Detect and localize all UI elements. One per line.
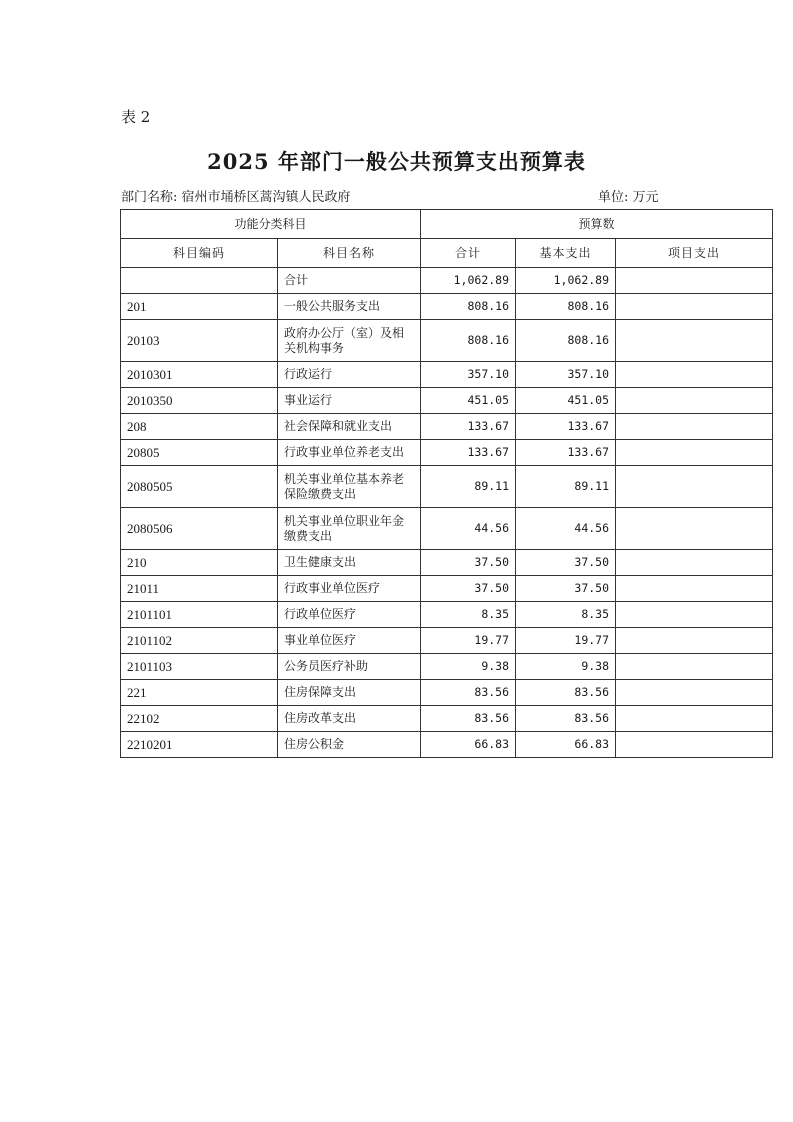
subject-name-cell: 住房公积金: [278, 732, 421, 758]
subject-code-cell: 20805: [121, 440, 278, 466]
basic-expenditure-cell: 37.50: [516, 576, 616, 602]
total-cell: 133.67: [421, 414, 516, 440]
department-name: 部门名称: 宿州市埇桥区蒿沟镇人民政府: [121, 190, 351, 205]
project-expenditure-cell: [616, 680, 773, 706]
header-subject-code: 科目编码: [121, 239, 278, 268]
project-expenditure-cell: [616, 440, 773, 466]
table-row: [121, 414, 773, 440]
basic-expenditure-cell: 37.50: [516, 550, 616, 576]
basic-expenditure-cell: 808.16: [516, 294, 616, 320]
subject-code-cell: 2080505: [121, 466, 278, 508]
total-cell: 9.38: [421, 654, 516, 680]
subject-code-cell: 2080506: [121, 508, 278, 550]
header-total: 合计: [421, 239, 516, 268]
subject-code-cell: 2210201: [121, 732, 278, 758]
subject-code-cell: 22102: [121, 706, 278, 732]
total-cell: 37.50: [421, 550, 516, 576]
project-expenditure-cell: [616, 602, 773, 628]
table-row: [121, 268, 773, 294]
project-expenditure-cell: [616, 576, 773, 602]
project-expenditure-cell: [616, 550, 773, 576]
table-row: [121, 388, 773, 414]
table-row: [121, 362, 773, 388]
table-body: [121, 268, 773, 758]
subject-code-cell: 210: [121, 550, 278, 576]
header-budget-amount: 预算数: [421, 210, 773, 239]
basic-expenditure-cell: 357.10: [516, 362, 616, 388]
subject-code-cell: 20103: [121, 320, 278, 362]
total-cell: 451.05: [421, 388, 516, 414]
subject-name-cell: 合计: [278, 268, 421, 294]
table-row: [121, 576, 773, 602]
header-project-expenditure: 项目支出: [616, 239, 773, 268]
project-expenditure-cell: [616, 628, 773, 654]
project-expenditure-cell: [616, 388, 773, 414]
table-row: [121, 628, 773, 654]
total-cell: 357.10: [421, 362, 516, 388]
subject-code-cell: 201: [121, 294, 278, 320]
subject-name-cell: 行政事业单位养老支出: [278, 440, 421, 466]
project-expenditure-cell: [616, 268, 773, 294]
table-row: [121, 440, 773, 466]
basic-expenditure-cell: 133.67: [516, 414, 616, 440]
subject-name-cell: 社会保障和就业支出: [278, 414, 421, 440]
table-row: [121, 320, 773, 362]
budget-table: [120, 209, 773, 758]
basic-expenditure-cell: 133.67: [516, 440, 616, 466]
project-expenditure-cell: [616, 654, 773, 680]
basic-expenditure-cell: 83.56: [516, 680, 616, 706]
header-subject-name: 科目名称: [278, 239, 421, 268]
project-expenditure-cell: [616, 732, 773, 758]
total-cell: 66.83: [421, 732, 516, 758]
basic-expenditure-cell: 66.83: [516, 732, 616, 758]
total-cell: 808.16: [421, 320, 516, 362]
basic-expenditure-cell: 83.56: [516, 706, 616, 732]
subject-name-cell: 机关事业单位基本养老保险缴费支出: [278, 466, 421, 508]
table-number-label: 表 2: [121, 108, 151, 126]
subject-code-cell: 2101103: [121, 654, 278, 680]
total-cell: 19.77: [421, 628, 516, 654]
header-function-classification: 功能分类科目: [121, 210, 421, 239]
table-row: [121, 706, 773, 732]
basic-expenditure-cell: 8.35: [516, 602, 616, 628]
subject-name-cell: 事业单位医疗: [278, 628, 421, 654]
table-row: [121, 466, 773, 508]
basic-expenditure-cell: 451.05: [516, 388, 616, 414]
table-row: [121, 508, 773, 550]
table-row: [121, 550, 773, 576]
basic-expenditure-cell: 19.77: [516, 628, 616, 654]
subject-name-cell: 行政事业单位医疗: [278, 576, 421, 602]
basic-expenditure-cell: 44.56: [516, 508, 616, 550]
header-row-columns: [121, 239, 773, 268]
project-expenditure-cell: [616, 294, 773, 320]
basic-expenditure-cell: 1,062.89: [516, 268, 616, 294]
subject-name-cell: 公务员医疗补助: [278, 654, 421, 680]
project-expenditure-cell: [616, 706, 773, 732]
project-expenditure-cell: [616, 466, 773, 508]
total-cell: 133.67: [421, 440, 516, 466]
total-cell: 1,062.89: [421, 268, 516, 294]
subject-name-cell: 住房改革支出: [278, 706, 421, 732]
project-expenditure-cell: [616, 362, 773, 388]
project-expenditure-cell: [616, 508, 773, 550]
total-cell: 37.50: [421, 576, 516, 602]
header-row-group: [121, 210, 773, 239]
total-cell: 89.11: [421, 466, 516, 508]
subject-code-cell: [121, 268, 278, 294]
subject-name-cell: 政府办公厅（室）及相关机构事务: [278, 320, 421, 362]
subject-code-cell: 2101101: [121, 602, 278, 628]
table-row: [121, 680, 773, 706]
basic-expenditure-cell: 9.38: [516, 654, 616, 680]
subject-name-cell: 卫生健康支出: [278, 550, 421, 576]
header-basic-expenditure: 基本支出: [516, 239, 616, 268]
total-cell: 8.35: [421, 602, 516, 628]
subject-code-cell: 2010301: [121, 362, 278, 388]
table-row: [121, 602, 773, 628]
project-expenditure-cell: [616, 320, 773, 362]
basic-expenditure-cell: 89.11: [516, 466, 616, 508]
subject-code-cell: 221: [121, 680, 278, 706]
subject-name-cell: 行政运行: [278, 362, 421, 388]
unit-label: 单位: 万元: [598, 190, 659, 205]
subject-code-cell: 2010350: [121, 388, 278, 414]
page-title: 2025 年部门一般公共预算支出预算表: [207, 149, 586, 174]
table-row: [121, 654, 773, 680]
project-expenditure-cell: [616, 414, 773, 440]
table-row: [121, 732, 773, 758]
table-row: [121, 294, 773, 320]
total-cell: 83.56: [421, 706, 516, 732]
subject-name-cell: 一般公共服务支出: [278, 294, 421, 320]
subject-name-cell: 行政单位医疗: [278, 602, 421, 628]
total-cell: 83.56: [421, 680, 516, 706]
subject-name-cell: 事业运行: [278, 388, 421, 414]
subject-name-cell: 机关事业单位职业年金缴费支出: [278, 508, 421, 550]
subject-name-cell: 住房保障支出: [278, 680, 421, 706]
basic-expenditure-cell: 808.16: [516, 320, 616, 362]
total-cell: 44.56: [421, 508, 516, 550]
subject-code-cell: 208: [121, 414, 278, 440]
subject-code-cell: 2101102: [121, 628, 278, 654]
total-cell: 808.16: [421, 294, 516, 320]
subject-code-cell: 21011: [121, 576, 278, 602]
